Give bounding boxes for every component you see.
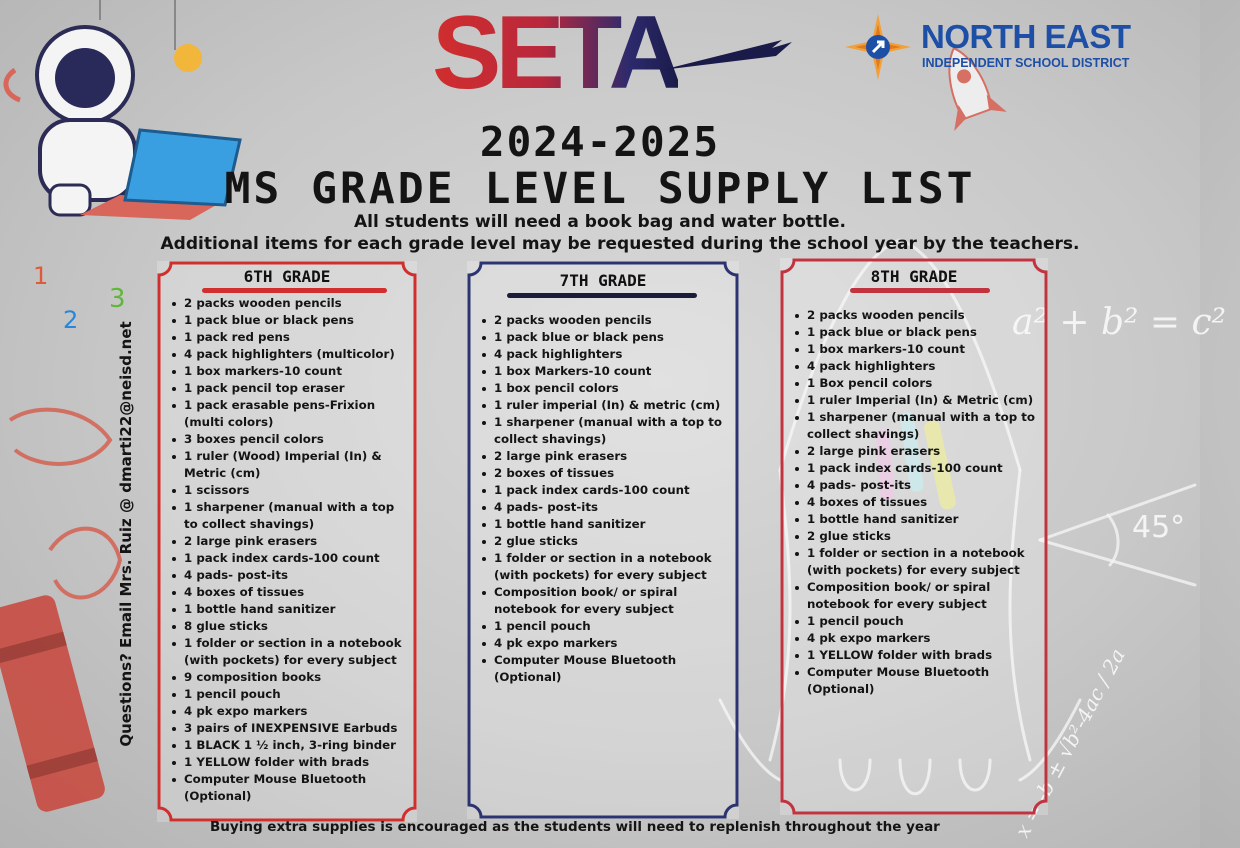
list-item: 3 pairs of INEXPENSIVE Earbuds <box>170 720 409 737</box>
list-item: 4 pack highlighters (multicolor) <box>170 346 409 363</box>
chalk-number-3: 3 <box>109 284 126 314</box>
footer-note: Buying extra supplies is encouraged as the students will need to replenish throughout the year <box>210 819 940 835</box>
chalk-formula-pythagoras: a² + b² = c² <box>1012 302 1227 343</box>
list-item: 4 pack highlighters <box>793 358 1040 375</box>
list-item: 1 pack blue or black pens <box>480 329 731 346</box>
list-item: Composition book/ or spiral notebook for every subject <box>480 584 731 618</box>
grade-7-title: 7TH GRADE <box>559 271 647 290</box>
list-item: 2 packs wooden pencils <box>480 312 731 329</box>
list-item: 4 pk expo markers <box>793 630 1040 647</box>
list-item: 4 pads- post-its <box>170 567 409 584</box>
list-item: 1 box markers-10 count <box>793 341 1040 358</box>
list-item: 2 glue sticks <box>793 528 1040 545</box>
list-item: 1 box pencil colors <box>480 380 731 397</box>
chalk-formula-quadratic: x = -b ± √b²-4ac / 2a <box>1010 644 1130 842</box>
subtitle-book-bag: All students will need a book bag and water bottle. <box>354 212 846 232</box>
compass-star-icon <box>843 12 913 82</box>
chalk-number-2: 2 <box>63 306 79 334</box>
list-item: 1 bottle hand sanitizer <box>793 511 1040 528</box>
list-item: 4 pk expo markers <box>170 703 409 720</box>
list-item: 9 composition books <box>170 669 409 686</box>
list-item: 3 boxes pencil colors <box>170 431 409 448</box>
seta-arrow-icon <box>432 0 797 112</box>
list-item: 1 YELLOW folder with brads <box>170 754 409 771</box>
list-item: 1 pack blue or black pens <box>170 312 409 329</box>
grade-6-title: 6TH GRADE <box>243 267 331 286</box>
list-item: 1 pencil pouch <box>170 686 409 703</box>
list-item: 1 BLACK 1 ½ inch, 3-ring binder <box>170 737 409 754</box>
list-item: 1 sharpener (manual with a top to collect shavings) <box>480 414 731 448</box>
grade-6-list <box>170 295 409 805</box>
list-item: 1 sharpener (manual with a top to collect shavings) <box>170 499 409 533</box>
list-item: 1 pack pencil top eraser <box>170 380 409 397</box>
list-item: 1 pack index cards-100 count <box>480 482 731 499</box>
list-item: 1 scissors <box>170 482 409 499</box>
list-item: Computer Mouse Bluetooth (Optional) <box>480 652 731 686</box>
subtitle-additional-items: Additional items for each grade level may be requested during the school year by the teachers. <box>160 234 1080 254</box>
list-item: 1 sharpener (manual with a top to collect shavings) <box>793 409 1040 443</box>
district-name: NORTH EAST <box>921 18 1131 55</box>
list-item: 4 boxes of tissues <box>793 494 1040 511</box>
seta-logo-text: SETA <box>432 0 678 113</box>
seta-logo <box>432 0 797 112</box>
list-item: 2 packs wooden pencils <box>170 295 409 312</box>
list-item: 1 pack red pens <box>170 329 409 346</box>
list-item: 2 large pink erasers <box>480 448 731 465</box>
list-item: 2 large pink erasers <box>170 533 409 550</box>
list-item: Computer Mouse Bluetooth (Optional) <box>793 664 1040 698</box>
neisd-logo <box>843 12 1173 82</box>
list-item: 1 folder or section in a notebook (with pockets) for every subject <box>170 635 409 669</box>
list-item: 1 folder or section in a notebook (with pockets) for every subject <box>480 550 731 584</box>
list-item: 1 folder or section in a notebook (with pockets) for every subject <box>793 545 1040 579</box>
list-item: 1 pencil pouch <box>793 613 1040 630</box>
list-item: Composition book/ or spiral notebook for every subject <box>793 579 1040 613</box>
list-item: 1 pack index cards-100 count <box>170 550 409 567</box>
page-title: MS GRADE LEVEL SUPPLY LIST <box>224 164 976 214</box>
grade-6-underline <box>202 288 387 293</box>
list-item: 4 pack highlighters <box>480 346 731 363</box>
list-item: 1 box markers-10 count <box>170 363 409 380</box>
grade-8-card <box>780 258 1048 815</box>
list-item: 4 pads- post-its <box>793 477 1040 494</box>
list-item: 2 glue sticks <box>480 533 731 550</box>
list-item: 1 box Markers-10 count <box>480 363 731 380</box>
list-item: 1 YELLOW folder with brads <box>793 647 1040 664</box>
list-item: 1 pack index cards-100 count <box>793 460 1040 477</box>
grade-8-underline <box>850 288 990 293</box>
chalk-angle-label: 45° <box>1132 510 1186 545</box>
list-item: 2 boxes of tissues <box>480 465 731 482</box>
list-item: 1 Box pencil colors <box>793 375 1040 392</box>
list-item: Computer Mouse Bluetooth (Optional) <box>170 771 409 805</box>
grade-8-title: 8TH GRADE <box>870 267 958 286</box>
list-item: 4 pk expo markers <box>480 635 731 652</box>
list-item: 2 packs wooden pencils <box>793 307 1040 324</box>
list-item: 8 glue sticks <box>170 618 409 635</box>
list-item: 1 bottle hand sanitizer <box>480 516 731 533</box>
grade-6-card <box>157 261 417 822</box>
grade-7-list <box>480 312 731 686</box>
list-item: 1 pencil pouch <box>480 618 731 635</box>
list-item: 2 large pink erasers <box>793 443 1040 460</box>
district-subtitle: INDEPENDENT SCHOOL DISTRICT <box>922 56 1130 70</box>
grade-7-underline <box>507 293 697 298</box>
grade-8-list <box>793 307 1040 698</box>
list-item: 4 pads- post-its <box>480 499 731 516</box>
list-item: 1 pack blue or black pens <box>793 324 1040 341</box>
list-item: 1 bottle hand sanitizer <box>170 601 409 618</box>
chalk-number-1: 1 <box>33 262 49 290</box>
school-year: 2024-2025 <box>479 118 721 166</box>
list-item: 1 ruler imperial (In) & metric (cm) <box>480 397 731 414</box>
grade-7-card <box>467 261 739 819</box>
list-item: 1 ruler (Wood) Imperial (In) & Metric (cm) <box>170 448 409 482</box>
list-item: 4 boxes of tissues <box>170 584 409 601</box>
list-item: 1 pack erasable pens-Frixion (multi colors) <box>170 397 409 431</box>
contact-text: Questions? Email Mrs. Ruiz @ dmarti22@neisd.net <box>117 321 135 747</box>
list-item: 1 ruler Imperial (In) & Metric (cm) <box>793 392 1040 409</box>
